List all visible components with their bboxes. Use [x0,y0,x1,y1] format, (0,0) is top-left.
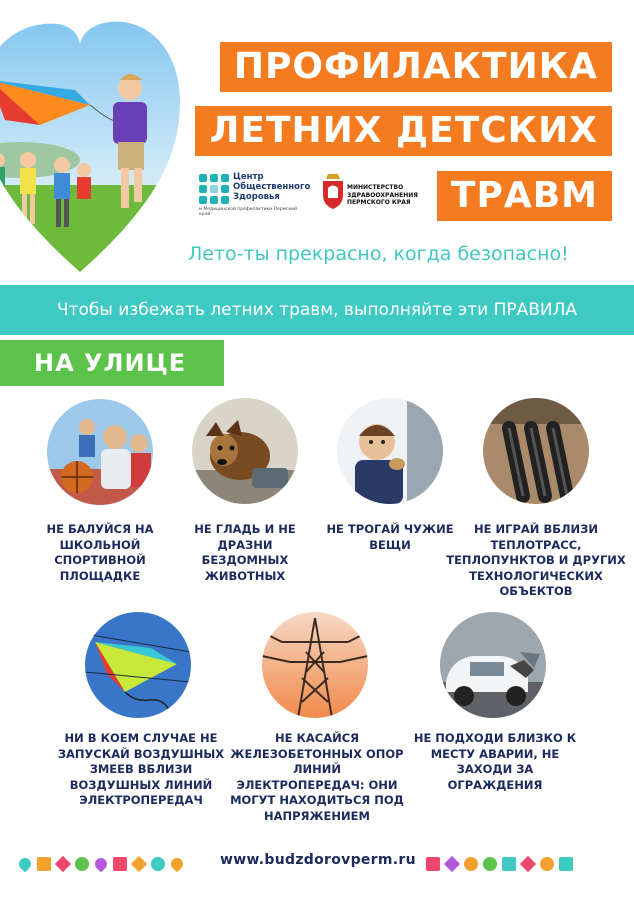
rules-intro-banner: Чтобы избежать летних травм, выполняйте эти ПРАВИЛА [0,285,634,335]
section-label-street: НА УЛИЦЕ [0,340,224,386]
rule-caption-1: НЕ БАЛУЙСЯ НА ШКОЛЬНОЙ СПОРТИВНОЙ ПЛОЩАДКЕ [46,522,154,583]
ministry-logo-name: МИНИСТЕРСТВО ЗДРАВООХРАНЕНИЯ ПЕРМСКОГО КРАЯ [347,184,418,206]
stray-dog-icon [192,398,298,504]
center-logo-grid-icon [199,174,229,204]
website-link[interactable]: www.budzdorovperm.ru [220,852,416,868]
title-line-1: ПРОФИЛАКТИКА [220,42,612,92]
rule-caption-2: НЕ ГЛАДЬ И НЕ ДРАЗНИ БЕЗДОМНЫХ ЖИВОТНЫХ [194,522,296,583]
heating-pipes-icon [483,398,589,504]
rule-caption-4: НЕ ИГРАЙ ВБЛИЗИ ТЕПЛОТРАСС, ТЕПЛОПУНКТОВ И ДРУГИХ ТЕХНОЛОГИЧЕСКИХ ОБЪЕКТОВ [446,522,626,598]
rule-caption-3: НЕ ТРОГАЙ ЧУЖИЕ ВЕЩИ [326,522,454,552]
center-logo-name: Центр Общественного Здоровья [233,172,311,202]
power-pylon-icon [262,612,368,718]
rule-caption-7: НЕ ПОДХОДИ БЛИЗКО К МЕСТУ АВАРИИ, НЕ ЗАХОДИ ЗА ОГРАЖДЕНИЯ [413,731,577,792]
public-health-center-logo [199,170,311,220]
rule-caption-6: НЕ КАСАЙСЯ ЖЕЛЕЗОБЕТОННЫХ ОПОР ЛИНИЙ ЭЛЕКТРОПЕРЕДАЧ: ОНИ МОГУТ НАХОДИТЬСЯ ПОД НАПРЯЖЕНИЕМ [230,731,404,823]
kite-powerline-icon [85,612,191,718]
child-with-object-icon [337,398,443,504]
perm-coat-of-arms-icon [322,174,344,210]
center-logo-subtitle: и Медицинской профилактики Пермский край [199,207,298,217]
hero-children-kite-photo [0,10,180,280]
car-accident-icon [440,612,546,718]
basketball-kids-icon [47,399,153,505]
title-line-3: ТРАВМ [437,171,612,221]
title-line-2: ЛЕТНИХ ДЕТСКИХ [195,106,612,156]
slogan: Лето-ты прекрасно, когда безопасно! [188,243,569,265]
decorative-shapes-left [18,853,189,871]
rule-caption-5: НИ В КОЕМ СЛУЧАЕ НЕ ЗАПУСКАЙ ВОЗДУШНЫХ ЗМЕЕВ ВБЛИЗИ ВОЗДУШНЫХ ЛИНИЙ ЭЛЕКТРОПЕРЕДАЧ [57,731,225,807]
ministry-logo [322,174,432,220]
decorative-shapes-right [426,853,578,871]
